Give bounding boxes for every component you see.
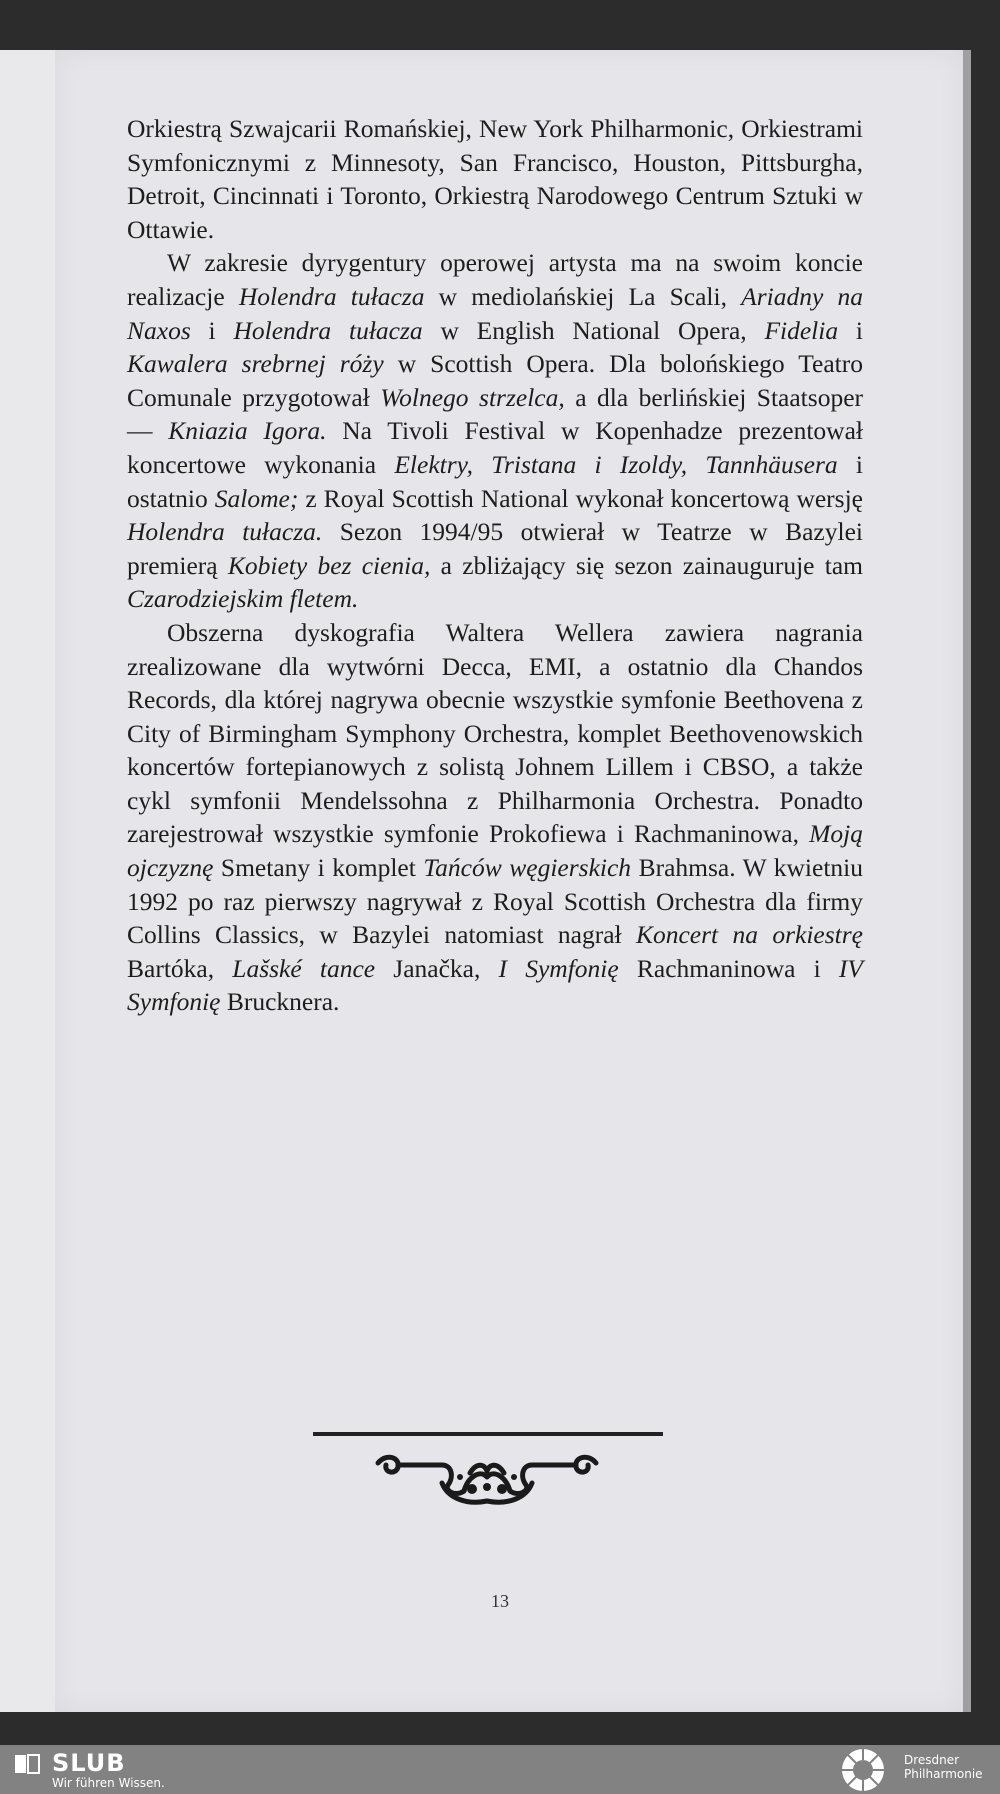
text-run: Bartóka, (127, 953, 233, 983)
text-run: i (190, 315, 234, 345)
ornament-flourish (372, 1447, 602, 1509)
philharmonie-logo-icon[interactable] (840, 1747, 886, 1793)
philharmonie-name-line1: Dresdner (904, 1753, 960, 1767)
page-number: 13 (491, 1591, 509, 1611)
text-run: w mediolańskiej La Scali, (424, 281, 742, 311)
text-run: Obszerna dyskografia Waltera Wellera zawiera nagrania zrealizowane dla wytwórni Decca, EMI, a ostatnio dla Chandos Records, dla której nagrywa obecnie wszystkie symfonie Beethovena z City of Birmingham Symphony Orchestra, komplet Beethovenowskich koncertów fortepianowych z solistą Johnem Lillem i CBSO, a także cykl symfonii Mendelssohna z Philharmonia Orchestra. Ponadto zarejestrował wszystkie symfonie Prokofiewa i Rachmaninowa, (127, 617, 863, 849)
italic-title: Kobiety bez cienia, (227, 550, 431, 580)
italic-title: Kniazia Igora. (168, 416, 327, 446)
text-run: w Scottish Opera. Dla bolońskiego Teatro Comunale przygotował (127, 349, 863, 412)
footer-bar (0, 1745, 1000, 1794)
italic-title: Wolnego strzelca, (380, 382, 565, 412)
italic-title: Holendra tułacza. (127, 517, 323, 547)
book-icon (14, 1753, 40, 1775)
italic-title: Fidelia (764, 315, 839, 345)
italic-title: Czarodziejskim fletem. (127, 584, 359, 614)
text-run: Na Tivoli Festival w Kopenhadze prezentował koncertowe wykonania (127, 416, 863, 479)
decorative-rule (313, 1432, 663, 1436)
text-run: Brahmsa. W kwietniu 1992 po raz pierwszy nagrywał z Royal Scottish Orchestra dla firmy Collins Classics, w Bazylei natomiast nagrał (127, 853, 863, 950)
text-run: Rachmaninowa i (618, 953, 839, 983)
italic-title: IV Symfonię (127, 953, 863, 1017)
italic-title: Holendra tułacza (233, 315, 423, 345)
slub-tagline: Wir führen Wissen. (52, 1776, 165, 1790)
italic-title: Salome; (214, 483, 299, 513)
text-run: Sezon 1994/95 otwierał w Teatrze w Bazylei premierą (127, 517, 863, 580)
italic-title: Holendra tułacza (238, 281, 425, 311)
paragraph (127, 616, 863, 1019)
philharmonie-name (904, 1753, 1000, 1781)
page-edge-shadow (963, 50, 971, 1712)
paragraph (127, 112, 863, 246)
text-run: Janačka, (375, 953, 499, 983)
text-run: z Royal Scottish National wykonał koncertową wersję (298, 483, 863, 513)
italic-title: Koncert na orkiestrę (635, 920, 863, 950)
italic-title: Lašské tance (232, 953, 376, 983)
text-run: Smetany i komplet (213, 853, 424, 883)
text-run: i ostatnio (127, 449, 863, 513)
text-run: a dla berlińskiej Staatsoper — (127, 382, 864, 446)
text-run: W zakresie dyrygentury operowej artysta ma na swoim koncie realizacje (127, 248, 863, 311)
paragraph (127, 246, 863, 616)
italic-title: Ariadny na Naxos (127, 281, 864, 345)
italic-title: Moją ojczyznę (127, 819, 863, 883)
text-run: Brucknera. (220, 987, 340, 1017)
italic-title: Tańców węgierskich (423, 853, 632, 883)
slub-logo-text[interactable]: SLUB (52, 1749, 126, 1777)
italic-title: I Symfonię (498, 953, 619, 983)
italic-title: Kawalera srebrnej róży (127, 349, 384, 379)
body-text (127, 112, 863, 1019)
text-run: a zbliżający się sezon zainauguruje tam (430, 550, 863, 580)
text-run: Orkiestrą Szwajcarii Romańskiej, New York Philharmonic, Orkiestrami Symfonicznymi z Minnesoty, San Francisco, Houston, Pittsburgha, Detroit, Cincinnati i Toronto, Orkiestrą Narodowego Centrum Sztuki w Ottawie. (127, 114, 863, 244)
italic-title: Elektry, Tristana i Izoldy, Tannhäusera (394, 449, 838, 479)
facing-page-edge (0, 50, 56, 1712)
text-run: i (838, 315, 863, 345)
text-run: w English National Opera, (422, 315, 765, 345)
philharmonie-name-line2: Philharmonie (904, 1767, 983, 1781)
